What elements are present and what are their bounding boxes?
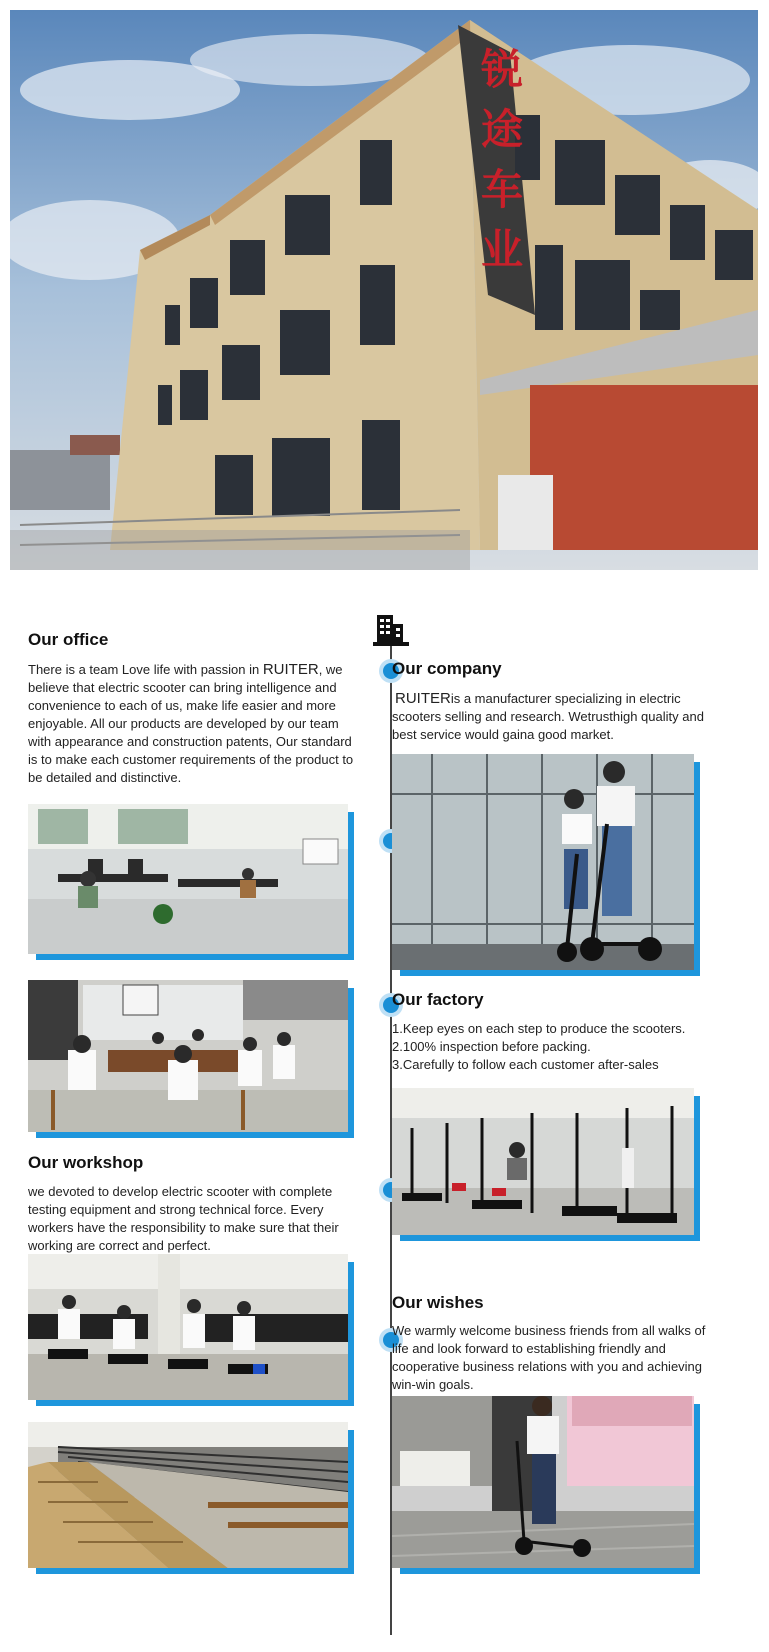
brand-name: RUITER (262, 661, 319, 678)
office-title: Our office (28, 630, 109, 649)
sign-char: 业 (480, 225, 523, 274)
wishes-photo (392, 1396, 700, 1574)
factory-item: 1.Keep eyes on each step to produce the scooters. (392, 1021, 686, 1036)
company-photo (392, 754, 700, 976)
workshop-body: we devoted to develop electric scooter with complete testing equipment and strong technical force. Every workers have the responsibility to make sure that their working are correct and perfect. (28, 1184, 339, 1253)
brand-name: RUITER (395, 690, 451, 707)
office-photo-2 (28, 980, 354, 1138)
hero-building-photo (10, 10, 758, 570)
workshop-photo-1 (28, 1254, 354, 1406)
office-building-icon (373, 612, 409, 646)
sign-char: 途 (480, 105, 523, 154)
wishes-title: Our wishes (392, 1293, 484, 1312)
factory-item: 2.100% inspection before packing. (392, 1039, 591, 1054)
sign-char: 锐 (480, 45, 523, 94)
office-body (28, 661, 363, 787)
office-body-text: There is a team Love life with passion in (28, 662, 263, 677)
factory-item: 3.Carefully to follow each customer after-sales (392, 1057, 659, 1072)
building-sign (472, 40, 532, 280)
factory-list (392, 1020, 722, 1074)
sign-char: 车 (480, 165, 523, 214)
company-body (392, 690, 712, 744)
office-photo-1 (28, 804, 354, 960)
wishes-body: We warmly welcome business friends from all walks of life and look forward to establishing friendly and cooperative business relations with you and achieving win-win goals. (392, 1323, 706, 1392)
factory-title: Our factory (392, 990, 484, 1009)
company-title: Our company (392, 659, 502, 678)
office-body-text: , we believe that electric scooter can bring intelligence and convenience to each of us, make life easier and more enjoyable. All our products are developed by our team with appearance and construction patents, Our standard is to make each customer requirements of the product to be detailed and distinctive. (28, 662, 354, 785)
workshop-photo-2 (28, 1422, 354, 1574)
company-body-text: is a manufacturer specializing in electric scooters selling and research. Wetrusthigh quality and best service would gaina good market. (392, 691, 704, 742)
workshop-title: Our workshop (28, 1153, 144, 1172)
factory-photo (392, 1088, 700, 1241)
